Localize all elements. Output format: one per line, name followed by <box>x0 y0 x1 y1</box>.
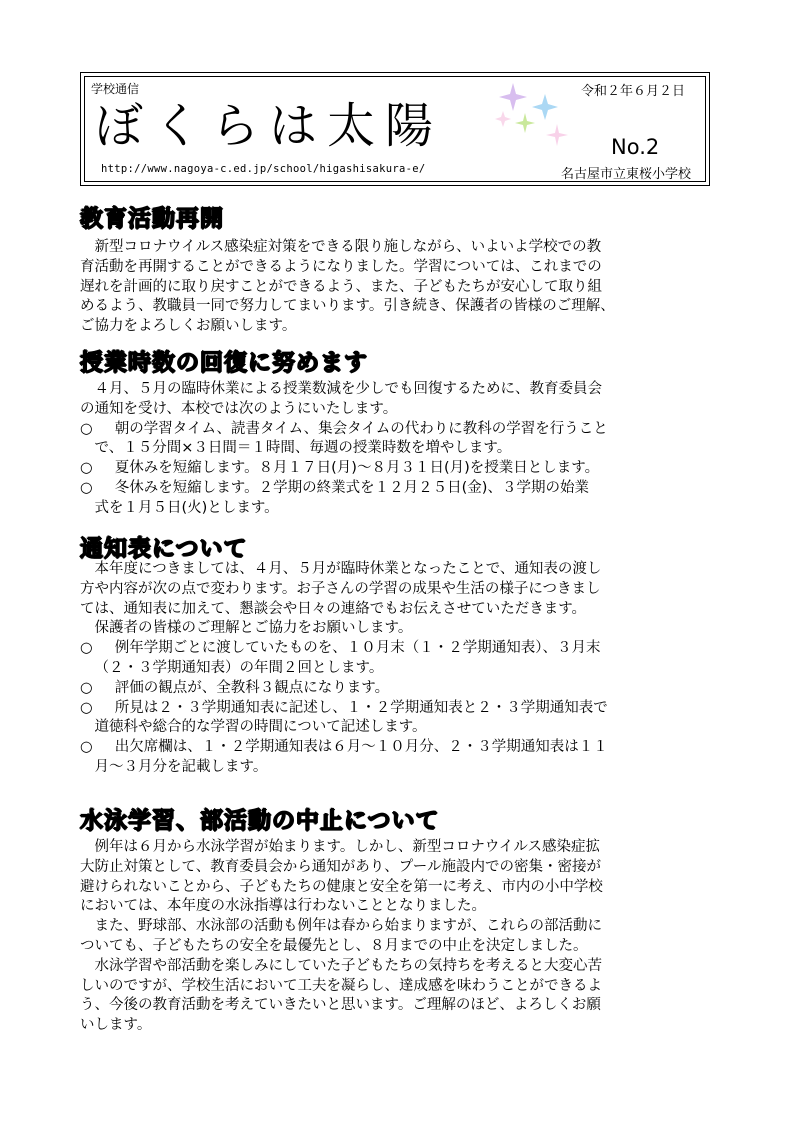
section-title-resume: 教育活動再開 <box>80 206 224 232</box>
paragraph-line: しいのですが、学校生活において工夫を凝らし、達成感を味わうことができるよ <box>80 977 602 994</box>
list-item <box>80 738 720 758</box>
paragraph-line: 例年は６月から水泳学習が始まります。しかし、新型コロナウイルス感染症拡 <box>94 839 600 855</box>
paragraph-line: ては、通知表に加えて、懇談会や日々の連絡でもお伝えさせていただきます。 <box>80 600 587 617</box>
section-title-class-hours: 授業時数の回復に努めます <box>80 350 368 376</box>
bullet-circle: ○ <box>80 679 93 696</box>
bullet-circle: ○ <box>80 640 93 657</box>
bullet-circle: ○ <box>80 460 93 477</box>
sparkle-decoration-icon <box>495 79 585 149</box>
paragraph-line: 本年度につきましては、４月、５月が臨時休業となったことで、通知表の渡し <box>94 561 602 577</box>
list-item <box>80 479 720 499</box>
newsletter-series: 学校通信 <box>91 82 140 96</box>
school-name: 名古屋市立東桜小学校 <box>560 167 691 182</box>
list-item-text: 夏休みを短縮します。８月１７日(月)～８月３１日(月)を授業日とします。 <box>114 460 600 477</box>
list-item-text: 出欠席欄は、１・２学期通知表は６月～１０月分、２・３学期通知表は１１ <box>114 739 608 756</box>
paragraph-line: においては、本年度の水泳指導は行わないこととなりました。 <box>80 898 486 915</box>
bullet-circle: ○ <box>80 420 93 437</box>
paragraph-line: また、野球部、水泳部の活動も例年は春から始まりますが、これらの部活動に <box>94 918 602 935</box>
section-body-resume <box>80 238 720 337</box>
list-item <box>80 459 720 479</box>
list-item-continuation: で、１５分間×３日間＝１時間、毎週の授業時数を増やします。 <box>94 440 512 457</box>
paragraph-line: の通知を受け、本校では次のようにいたします。 <box>80 400 398 417</box>
list-item-continuation: （２・３学期通知表）の年間２回とします。 <box>94 659 384 676</box>
list-item-text: 評価の観点が、全教科３観点になります。 <box>114 679 390 696</box>
paragraph-line: ご協力をよろしくお願いします。 <box>80 318 297 335</box>
header-inner-frame <box>84 76 706 182</box>
school-url[interactable]: http://www.nagoya-c.ed.jp/school/higashisakura-e/ <box>101 163 426 175</box>
section-title-report-card: 通知表について <box>80 536 248 562</box>
issue-number: No.2 <box>611 135 660 159</box>
paragraph-line: 方や内容が次の点で変わります。お子さんの学習の成果や生活の様子につきまし <box>80 580 601 597</box>
paragraph-line: 保護者の皆様のご理解とご協力をお願いします。 <box>94 620 413 637</box>
bullet-circle: ○ <box>80 739 93 756</box>
list-item <box>80 639 720 659</box>
section-title-swim-club: 水泳学習、部活動の中止について <box>80 808 440 834</box>
paragraph-line: いします。 <box>80 1017 152 1034</box>
section-body-class-hours <box>80 380 720 519</box>
paragraph-line: 大防止対策として、教育委員会から通知があり、プール施設内での密集・密接が <box>80 858 601 875</box>
section-body-swim-club <box>80 838 720 1036</box>
list-item-continuation: 式を１月５日(火)とします。 <box>94 499 279 516</box>
issue-date: 令和２年６月２日 <box>580 84 685 99</box>
newsletter-title: ぼくらは太陽 <box>95 98 444 154</box>
paragraph-line: ４月、５月の臨時休業による授業数減を少しでも回復するために、教育委員会 <box>94 381 602 397</box>
list-item-continuation: 月～３月分を記載します。 <box>94 758 268 775</box>
list-item <box>80 420 720 440</box>
paragraph-line: ついても、子どもたちの安全を最優先とし、８月までの中止を決定しました。 <box>80 937 588 954</box>
section-body-report-card <box>80 560 720 778</box>
list-item <box>80 679 720 699</box>
paragraph-line: う、今後の教育活動を考えていきたいと思います。ご理解のほど、よろしくお願 <box>80 997 601 1014</box>
paragraph-line: 水泳学習や部活動を楽しみにしていた子どもたちの気持ちを考えると大変心苦 <box>94 957 602 974</box>
paragraph-line: 育活動を再開することができるようになりました。学習については、これまでの <box>80 258 602 275</box>
list-item-text: 朝の学習タイム、読書タイム、集会タイムの代わりに教科の学習を行うこと <box>114 420 608 437</box>
list-item-text: 例年学期ごとに渡していたものを、１０月末（１・２学期通知表）、３月末 <box>114 640 601 657</box>
paragraph-line: めるよう、教職員一同で努力してまいります。引き続き、保護者の皆様のご理解、 <box>80 298 615 315</box>
list-item-text: 所見は２・３学期通知表に記述し、１・２学期通知表と２・３学期通知表で <box>114 699 608 716</box>
paragraph-line: 避けられないことから、子どもたちの健康と安全を第一に考え、市内の小中学校 <box>80 878 603 895</box>
paragraph-line: 遅れを計画的に取り戻すことができるよう、また、子どもたちが安心して取り組 <box>80 278 602 295</box>
list-item-continuation: 道徳科や総合的な学習の時間について記述します。 <box>94 719 427 736</box>
bullet-circle: ○ <box>80 479 93 496</box>
list-item <box>80 699 720 719</box>
newsletter-header <box>80 72 710 186</box>
bullet-circle: ○ <box>80 699 93 716</box>
list-item-text: 冬休みを短縮します。２学期の終業式を１２月２５日(金)、３学期の始業 <box>114 479 589 496</box>
paragraph-line: 新型コロナウイルス感染症対策をできる限り施しながら、いよいよ学校での教 <box>94 239 602 255</box>
